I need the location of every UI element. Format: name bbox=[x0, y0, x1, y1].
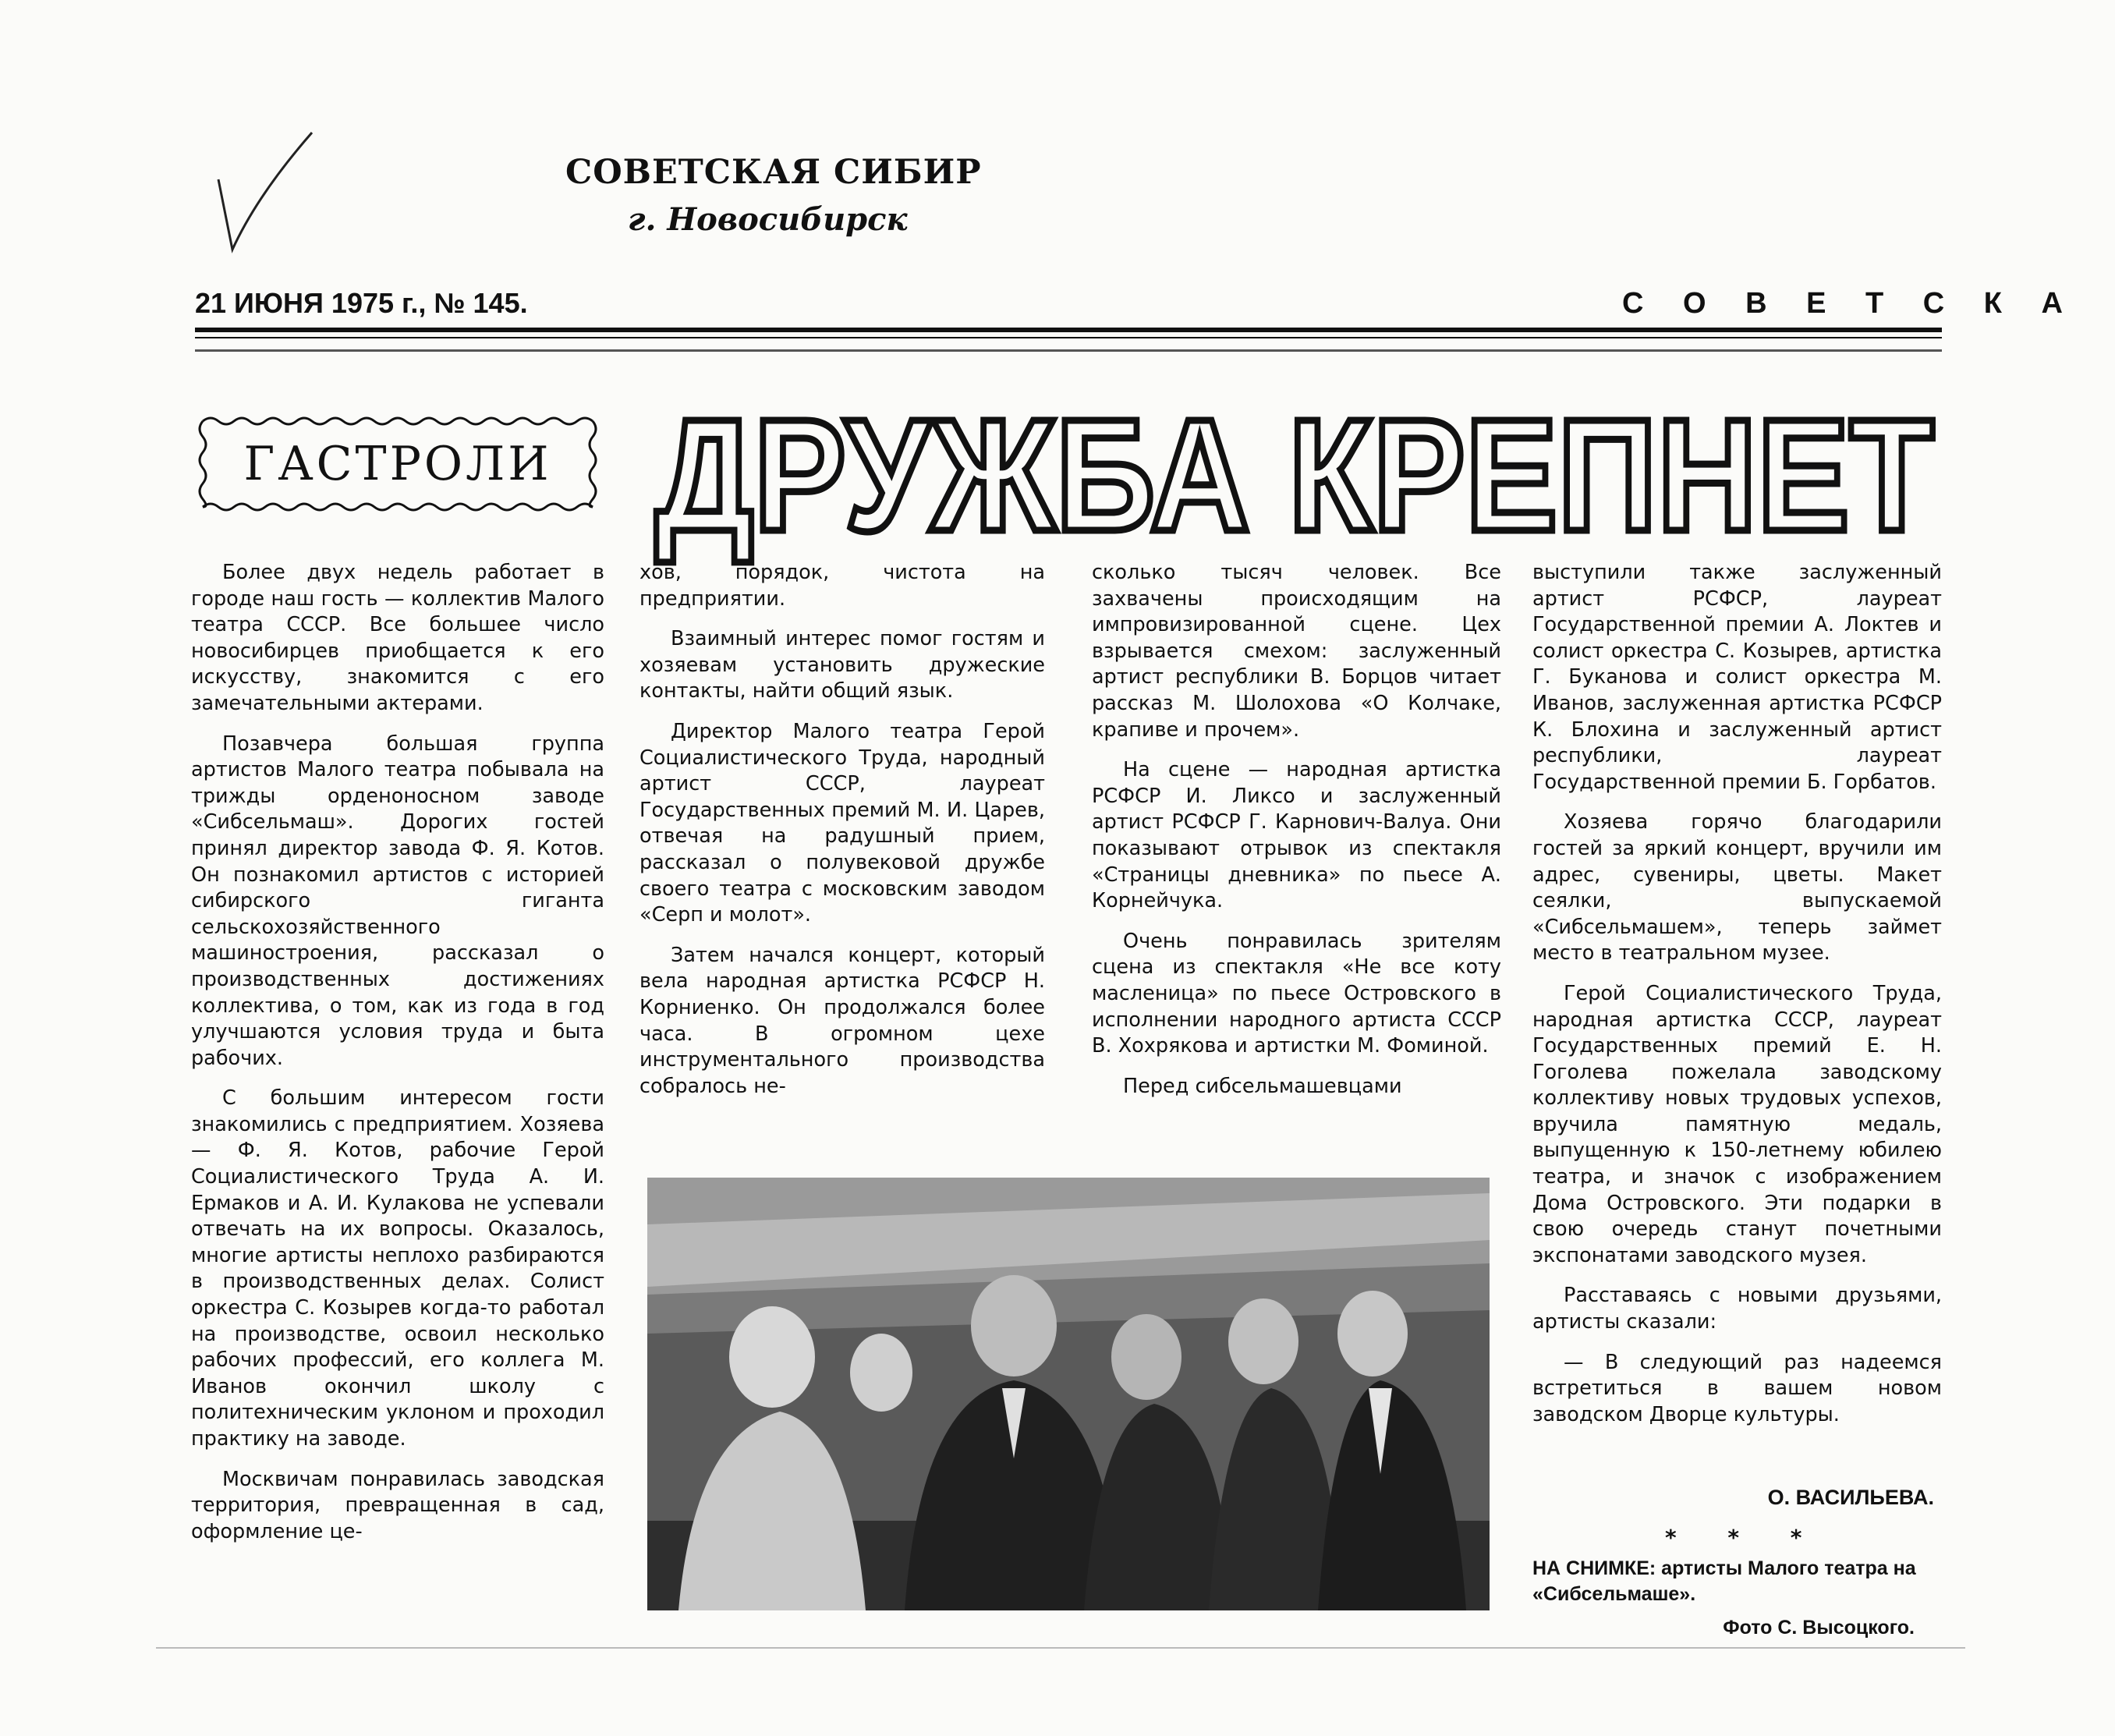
photo-credit: Фото С. Высоцкого. bbox=[1723, 1617, 1915, 1639]
headline-text: ДРУЖБА КРЕПНЕТ bbox=[655, 386, 1934, 565]
article-column-1 bbox=[191, 560, 604, 1559]
paragraph: сколько тысяч человек. Все захвачены происходящим на импровизированной сцене. Цех взрывается смехом: заслуженный артист республики В. Борцов читает рассказ М. Шолохова «О Колчаке, крапиве и прочем». bbox=[1092, 561, 1501, 742]
headline bbox=[647, 386, 1942, 565]
paragraph: выступили также заслуженный артист РСФСР, лауреат Государственной премии А. Локтев и солист оркестра С. Козырев, артистка Г. Буканова и солист оркестра М. Иванов, заслуженная артистка РСФСР К. Блохина и заслуженный артист республики, лауреат Государственной премии Б. Горбатов. bbox=[1532, 561, 1942, 794]
newspaper-stamp-city: г. Новосибирск bbox=[628, 201, 908, 238]
rubric-label: ГАСТРОЛИ bbox=[243, 437, 552, 491]
masthead-title-fragment: С О В Е Т С К А bbox=[1622, 287, 2078, 320]
paragraph: Москвичам понравилась заводская территория, превращенная в сад, оформление це- bbox=[191, 1467, 604, 1543]
paragraph: Хозяева горячо благодарили гостей за яркий концерт, вручили им адрес, сувениры, цветы. Макет сеялки, выпускаемой «Сибсельмашем», теперь займет место в театральном музее. bbox=[1532, 810, 1942, 965]
clipping-bottom-edge bbox=[156, 1647, 1965, 1649]
paragraph: На сцене — народная артистка РСФСР И. Ликсо и заслуженный артист РСФСР Г. Карнович-Валуа. Они показывают отрывок из спектакля «Страницы дневника» по пьесе А. Корнейчука. bbox=[1092, 758, 1501, 913]
masthead-rule-lower bbox=[195, 349, 1942, 352]
section-separator: * * * bbox=[1665, 1525, 1824, 1550]
newspaper-stamp-name: СОВЕТСКАЯ СИБИР bbox=[565, 153, 982, 192]
paragraph: Директор Малого театра Герой Социалистического Труда, народный артист СССР, лауреат Государственных премий М. И. Царев, отвечая на радушный прием, рассказал о полувековой дружбе своего театра с московским заводом «Серп и молот». bbox=[639, 719, 1045, 927]
article-column-4 bbox=[1532, 560, 1942, 1442]
masthead-rule-thin bbox=[195, 337, 1942, 338]
paragraph: хов, порядок, чистота на предприятии. bbox=[639, 561, 1045, 611]
paragraph: — В следующий раз надеемся встретиться в вашем новом заводском Дворце культуры. bbox=[1532, 1350, 1942, 1426]
issue-dateline: 21 ИЮНЯ 1975 г., № 145. bbox=[195, 287, 528, 319]
article-column-3 bbox=[1092, 560, 1501, 1114]
paragraph: Очень понравилась зрителям сцена из спектакля «Не все коту масленица» по пьесе Островского в исполнении народного артиста СССР В. Хохрякова и артистки М. Фоминой. bbox=[1092, 929, 1501, 1058]
paragraph: Герой Социалистического Труда, народная артистка СССР, лауреат Государственных премий Е. Н. Гоголева пожелала заводскому коллективу новых трудовых успехов, вручила памятную медаль, выпущенную к 150-летнему юбилею театра, и значок с изображением Дома Островского. Эти подарки в свою очередь станут почетными экспонатами заводского музея. bbox=[1532, 981, 1942, 1267]
paragraph: Взаимный интерес помог гостям и хозяевам установить дружеские контакты, найти общий язык. bbox=[639, 627, 1045, 703]
photo-image bbox=[647, 1178, 1490, 1610]
paragraph: Более двух недель работает в городе наш гость — коллектив Малого театра СССР. Все большее число новосибирцев приобщается к его искусству, знакомится с его замечательными актерами. bbox=[191, 561, 604, 715]
paragraph: Затем начался концерт, который вела народная артистка РСФСР Н. Корниенко. Он продолжался более часа. В огромном цехе инструментального производства собралось не- bbox=[639, 943, 1045, 1098]
handwritten-check-mark bbox=[211, 125, 320, 257]
paragraph: С большим интересом гости знакомились с предприятием. Хозяева — Ф. Я. Котов, рабочие Герой Социалистического Труда А. И. Ермаков и А. И. Кулакова не успевали отвечать на их вопросы. Оказалось, многие артисты неплохо разбираются в производственных делах. Солист оркестра С. Козырев когда-то работал на производстве, освоил несколько рабочих профессий, его коллега М. Иванов окончил школу с политехническим уклоном и проходил практику на заводе. bbox=[191, 1086, 604, 1451]
paragraph: Расставаясь с новыми друзьями, артисты сказали: bbox=[1532, 1284, 1942, 1334]
photo-caption: НА СНИМКЕ: артисты Малого театра на «Сибсельмаше». bbox=[1532, 1557, 1916, 1605]
author-signature: О. ВАСИЛЬЕВА. bbox=[1767, 1486, 1934, 1509]
article-photo bbox=[647, 1178, 1490, 1610]
paragraph: Позавчера большая группа артистов Малого театра побывала на трижды орденоносном заводе «Сибсельмаш». Дорогих гостей принял директор завода Ф. Я. Котов. Он познакомил артистов с историей сибирского гиганта сельскохозяйственного машиностроения, рассказал о производственных достижениях коллектива, о том, как из года в год улучшаются условия труда и быта рабочих. bbox=[191, 732, 604, 1070]
article-column-2 bbox=[639, 560, 1045, 1114]
masthead-rule-thick bbox=[195, 328, 1942, 332]
paragraph: Перед сибсельмашевцами bbox=[1123, 1074, 1402, 1098]
